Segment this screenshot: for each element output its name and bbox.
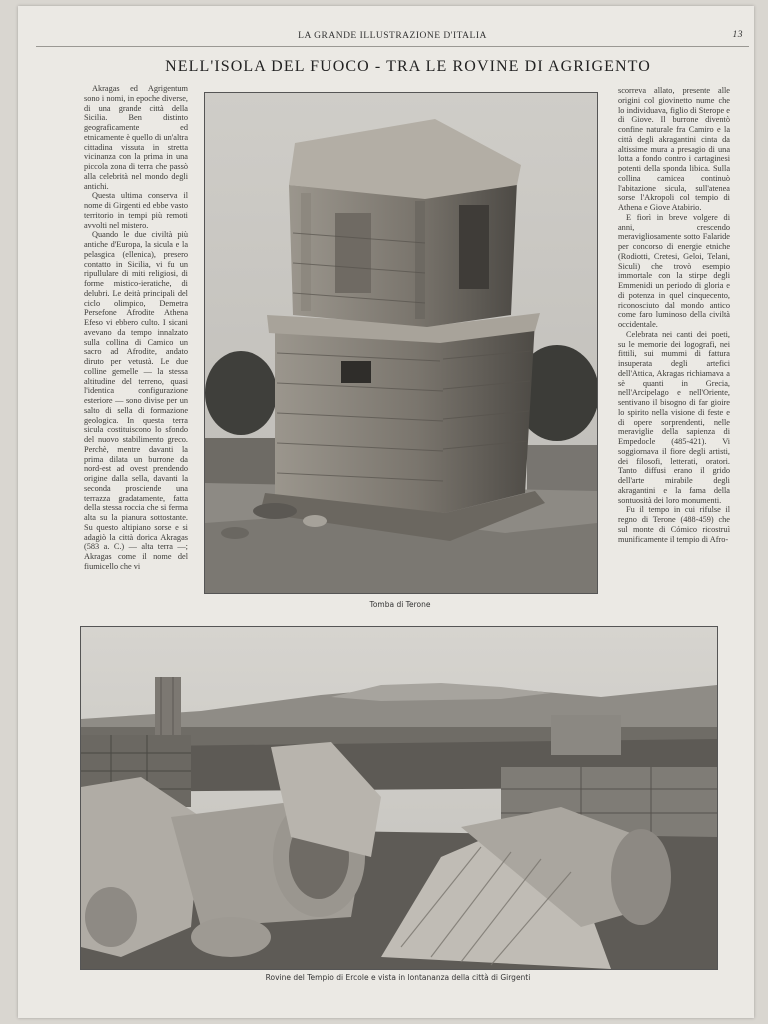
right-paragraph: Fu il tempo in cui rifulse il regno di Terone (488-459) che sul monte di Cómico ricostruì munificamente il tempio di Afro-	[618, 505, 730, 544]
tomb-photo-caption: Tomba di Terone	[369, 600, 431, 609]
right-paragraph: Celebrata nei canti dei poeti, su le memorie dei logografi, nei fittili, sui mummi di fattura insuperata degli artefici dell'Attica, Akragas richiamava a sè quanti in Grecia, nell'Arcipelago e nell'Oriente, sentivano il bisogno di far gioire lo spirito nella visione di feste e di opere sorprendenti, nelle meraviglie della sapienza di Empedocle (485-421). Vi soggiornava il fiore degli artisti, dei filosofi, letterati, oratori. Tanto diffusi erano il grido dell'arte mirabile degli akragantini e la fama della sontuosità dei loro monumenti.	[618, 329, 730, 505]
article-title: NELL'ISOLA DEL FUOCO - TRA LE ROVINE DI AGRIGENTO	[165, 58, 651, 75]
magazine-title: LA GRANDE ILLUSTRAZIONE D'ITALIA	[298, 31, 487, 41]
photo-tomb-of-theron	[204, 92, 598, 594]
right-paragraph: scorreva allato, presente alle origini col giovinetto nume che lo individuava, figlio di Sterope e di Giove. Il burrone diventò confine naturale fra Camiro e la città degli akragantini cinta da altissime mura a presagio di una lotta a fondo contro i cartaginesi potenti della sponda libica. Sulla collina camicea continuò l'abitazione sicula, sull'atenea sorse l'Akropoli col tempio di Athena e Giove Atabirio.	[618, 86, 730, 212]
photo-temple-ruins	[80, 626, 718, 970]
right-text-column	[618, 86, 730, 616]
left-paragraph: Quando le due civiltà più antiche d'Europa, la sicula e la pelasgica (ellenica), presero contatto in Sicilia, vi fu un ripullulare di miti religiosi, di forme mistico-ieratiche, di delubri. Le deità principali del ciclo olimpico, Demetra Persefone Afrodite Athena Efeso vi ebbero culto. I sicani avevano da tempo innalzato sulla collina di Camico un sacro ad Afrodite, andato diruto per vetustà. Le due colline gemelle — la stessa altitudine del terreno, quasi l'identica configurazione esteriore — sono divise per un salto di sella di formazione geologica. In questa terra sicula costituiscono lo sfondo del nuovo stabilimento greco. Perchè, mentre davanti la prima dilata un burrone da nord-est ad ovest prendendo origine dalla sella, davanti la seconda prosciende una terrazza gradatamente, fatta della stessa roccia che si ferma alta su la pianura sottostante. Su questo altipiano sorse e si adagiò la città dorica Akragas (583 a. C.) — alta terra —; Akragas come il nome del fiumicello che vi	[84, 230, 188, 571]
ruins-photo-caption: Rovine del Tempio di Ercole e vista in lontananza della città di Girgenti	[265, 973, 531, 982]
left-paragraph: Questa ultima conserva il nome di Girgenti ed ebbe vasto territorio in tempi più remoti avvolti nel mistero.	[84, 191, 188, 230]
left-paragraph: Akragas ed Agrigentum sono i nomi, in epoche diverse, di una grande città della Sicilia. Ben distinto geograficamente ed etnicamente è quello di un'altra cittadina vissuta in stretta vicinanza con la prima in una piccola zona di terra che passò alla celebrità nel mondo degli antichi.	[84, 84, 188, 191]
magazine-page	[18, 6, 754, 1018]
left-text-column	[84, 84, 188, 612]
tomb-photo-illustration	[205, 93, 597, 593]
page-number: 13	[732, 30, 743, 40]
right-paragraph: E fiorì in breve volgere di anni, crescendo meravigliosamente sotto Falaride per concorso di energie etniche (Rodiotti, Cretesi, Geloi, Telani, Siculi) che trovò esempio immortale con la stirpe degli Emmenidi un periodo di gloria e di potenza in quel cinquecento, riconosciuto dal mondo antico come faro luminoso della civiltà occidentale.	[618, 212, 730, 329]
ruins-photo-illustration	[81, 627, 717, 969]
running-head	[36, 28, 749, 47]
